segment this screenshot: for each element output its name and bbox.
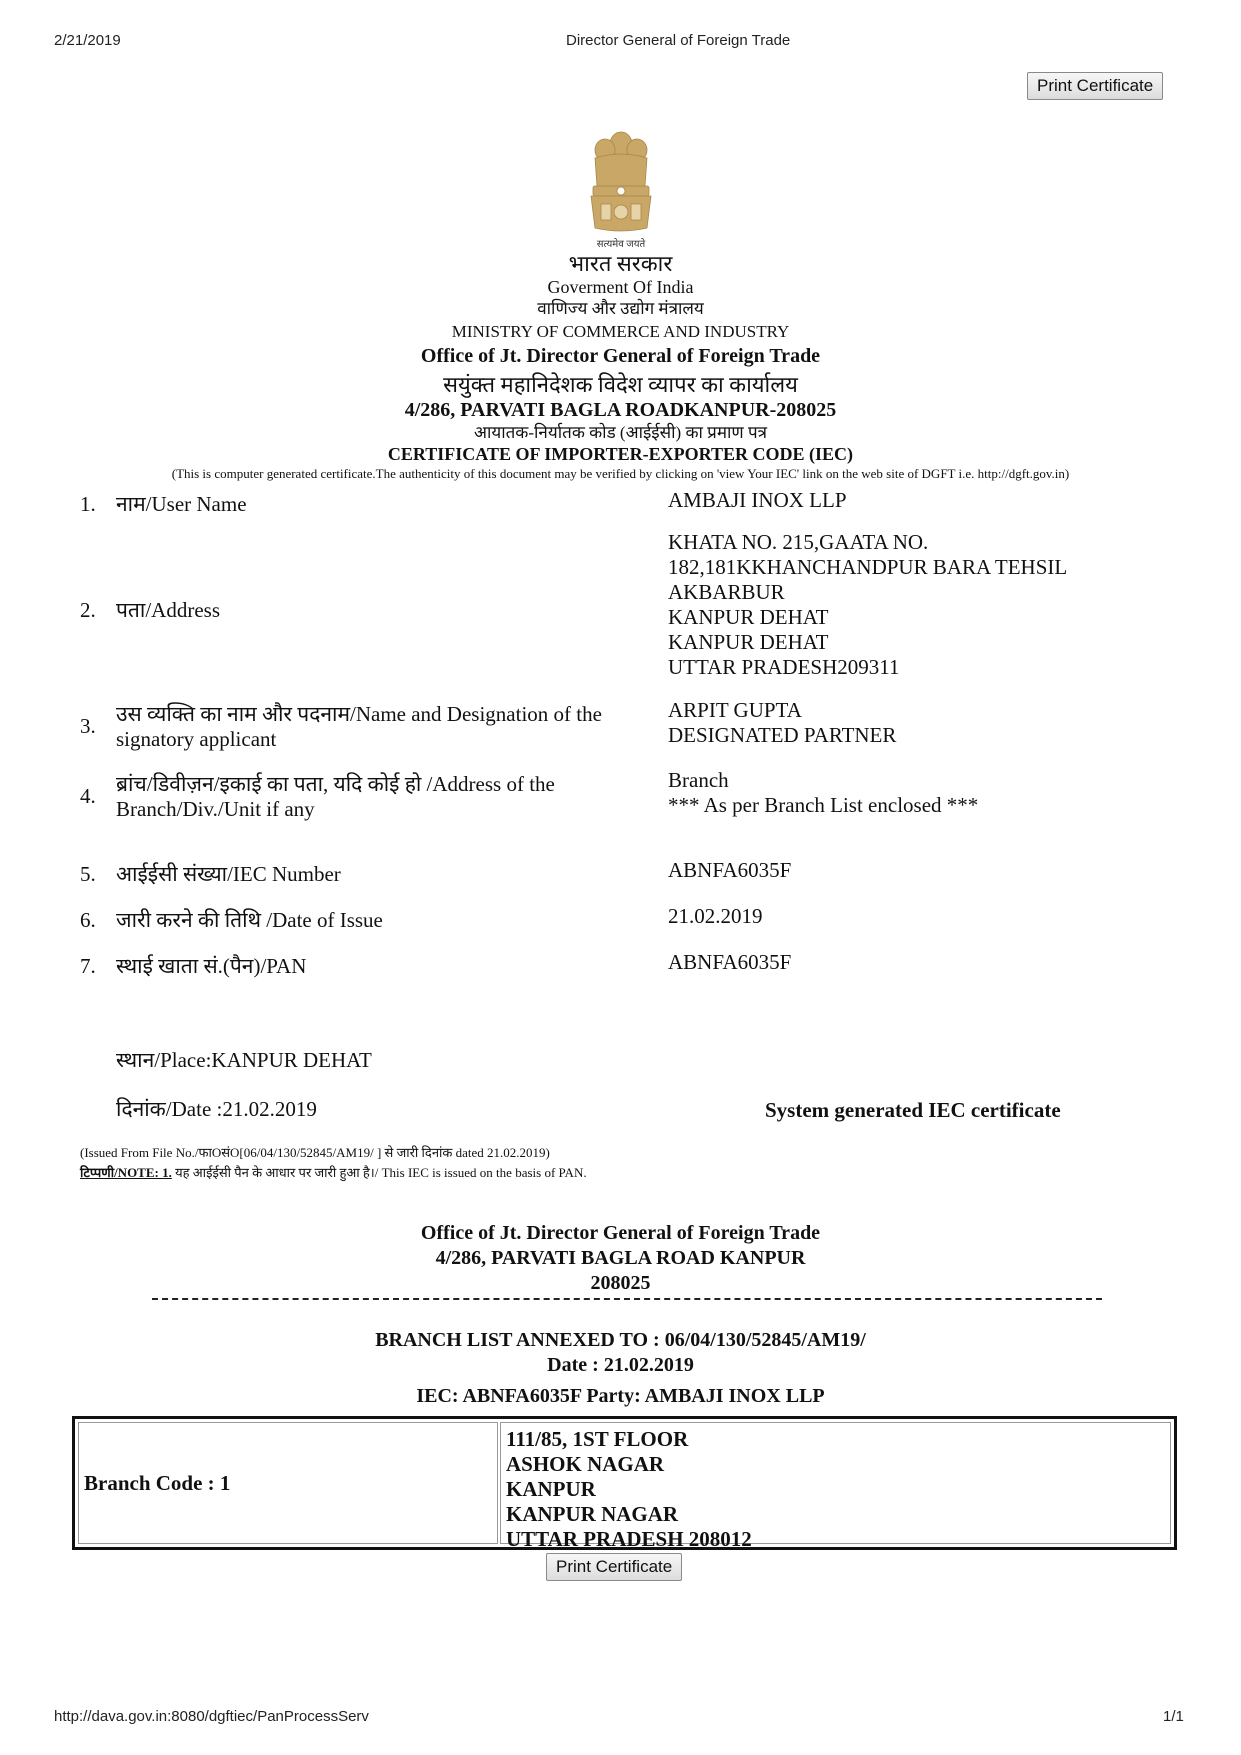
annex-address-line2: 208025 <box>590 1272 651 1294</box>
field-value: 21.02.2019 <box>668 904 763 928</box>
field-number: 4. <box>80 784 96 808</box>
ministry-english: MINISTRY OF COMMERCE AND INDUSTRY <box>451 322 790 341</box>
field-label: उस व्यक्ति का नाम और पदनाम/Name and Designation of the signatory applicant <box>116 702 602 751</box>
issued-from-note: (Issued From File No./फाOसंO[06/04/130/52845/AM19/ ] से जारी दिनांक dated 21.02.2019) <box>80 1145 550 1160</box>
print-certificate-button-bottom[interactable]: Print Certificate <box>546 1553 682 1581</box>
annex-office: Office of Jt. Director General of Foreign Trade <box>420 1222 821 1244</box>
field-number: 2. <box>80 598 96 622</box>
footer-page: 1/1 <box>1163 1708 1184 1725</box>
office-address: 4/286, PARVATI BAGLA ROADKANPUR-208025 <box>404 399 837 421</box>
note-text: यह आईईसी पैन के आधार पर जारी हुआ है।/ This IEC is issued on the basis of PAN. <box>171 1165 587 1180</box>
dashed-divider <box>152 1298 1102 1300</box>
field-number: 7. <box>80 954 96 978</box>
field-label: नाम/User Name <box>116 492 247 516</box>
field-number: 3. <box>80 714 96 738</box>
place-line: स्थान/Place:KANPUR DEHAT <box>116 1048 372 1072</box>
field-value: ARPIT GUPTA DESIGNATED PARTNER <box>668 698 897 747</box>
certificate-title-english: CERTIFICATE OF IMPORTER-EXPORTER CODE (IEC) <box>387 444 854 464</box>
field-value: Branch *** As per Branch List enclosed *** <box>668 768 979 817</box>
annex-address-line1: 4/286, PARVATI BAGLA ROAD KANPUR <box>435 1247 806 1269</box>
branch-list-date: Date : 21.02.2019 <box>547 1354 694 1376</box>
pan-note <box>80 1164 587 1182</box>
system-generated-label: System generated IEC certificate <box>765 1098 1061 1122</box>
emblem-motto: सत्यमेव जयते <box>596 239 646 250</box>
field-label: स्थाई खाता सं.(पैन)/PAN <box>116 954 307 978</box>
field-label: ब्रांच/डिवीज़न/इकाई का पता, यदि कोई हो /Address of the Branch/Div./Unit if any <box>116 772 555 821</box>
branch-code-cell: Branch Code : 1 <box>78 1422 498 1544</box>
field-value: ABNFA6035F <box>668 858 792 882</box>
print-header-title: Director General of Foreign Trade <box>566 32 791 49</box>
note-label: टिप्पणी/NOTE: 1. <box>80 1165 172 1180</box>
office-english: Office of Jt. Director General of Foreign Trade <box>420 345 821 367</box>
field-value: KHATA NO. 215,GAATA NO. 182,181KKHANCHANDPUR BARA TEHSIL AKBARBUR KANPUR DEHAT KANPUR DEHAT UTTAR PRADESH209311 <box>668 530 1068 679</box>
field-value: ABNFA6035F <box>668 950 792 974</box>
govt-english: Goverment Of India <box>547 277 694 297</box>
field-label: पता/Address <box>116 598 220 622</box>
print-header-date: 2/21/2019 <box>54 32 121 49</box>
print-certificate-button-top[interactable]: Print Certificate <box>1027 72 1163 100</box>
national-emblem-icon <box>581 124 661 249</box>
branch-table <box>72 1416 1177 1550</box>
field-number: 1. <box>80 492 96 516</box>
field-number: 5. <box>80 862 96 886</box>
ministry-hindi: वाणिज्य और उद्योग मंत्रालय <box>537 299 704 318</box>
field-value: AMBAJI INOX LLP <box>668 488 847 512</box>
date-line: दिनांक/Date :21.02.2019 <box>116 1097 317 1121</box>
disclaimer: (This is computer generated certificate.The authenticity of this document may be verified by clicking on 'view Your IEC' link on the web site of DGFT i.e. http://dgft.gov.in) <box>171 466 1070 481</box>
footer-url: http://dava.gov.in:8080/dgftiec/PanProcessServ <box>54 1708 369 1725</box>
branch-address-cell: 111/85, 1ST FLOOR ASHOK NAGAR KANPUR KANPUR NAGAR UTTAR PRADESH 208012 <box>500 1422 1171 1544</box>
field-number: 6. <box>80 908 96 932</box>
iec-party-line: IEC: ABNFA6035F Party: AMBAJI INOX LLP <box>416 1385 825 1407</box>
field-label: जारी करने की तिथि /Date of Issue <box>116 908 383 932</box>
govt-hindi: भारत सरकार <box>568 251 673 276</box>
branch-list-title: BRANCH LIST ANNEXED TO : 06/04/130/52845/AM19/ <box>375 1329 866 1351</box>
field-label: आईईसी संख्या/IEC Number <box>116 862 341 886</box>
certificate-title-hindi: आयातक-निर्यातक कोड (आईईसी) का प्रमाण पत्र <box>473 423 767 442</box>
office-hindi: सयुंक्त महानिदेशक विदेश व्यापर का कार्यालय <box>443 372 798 397</box>
